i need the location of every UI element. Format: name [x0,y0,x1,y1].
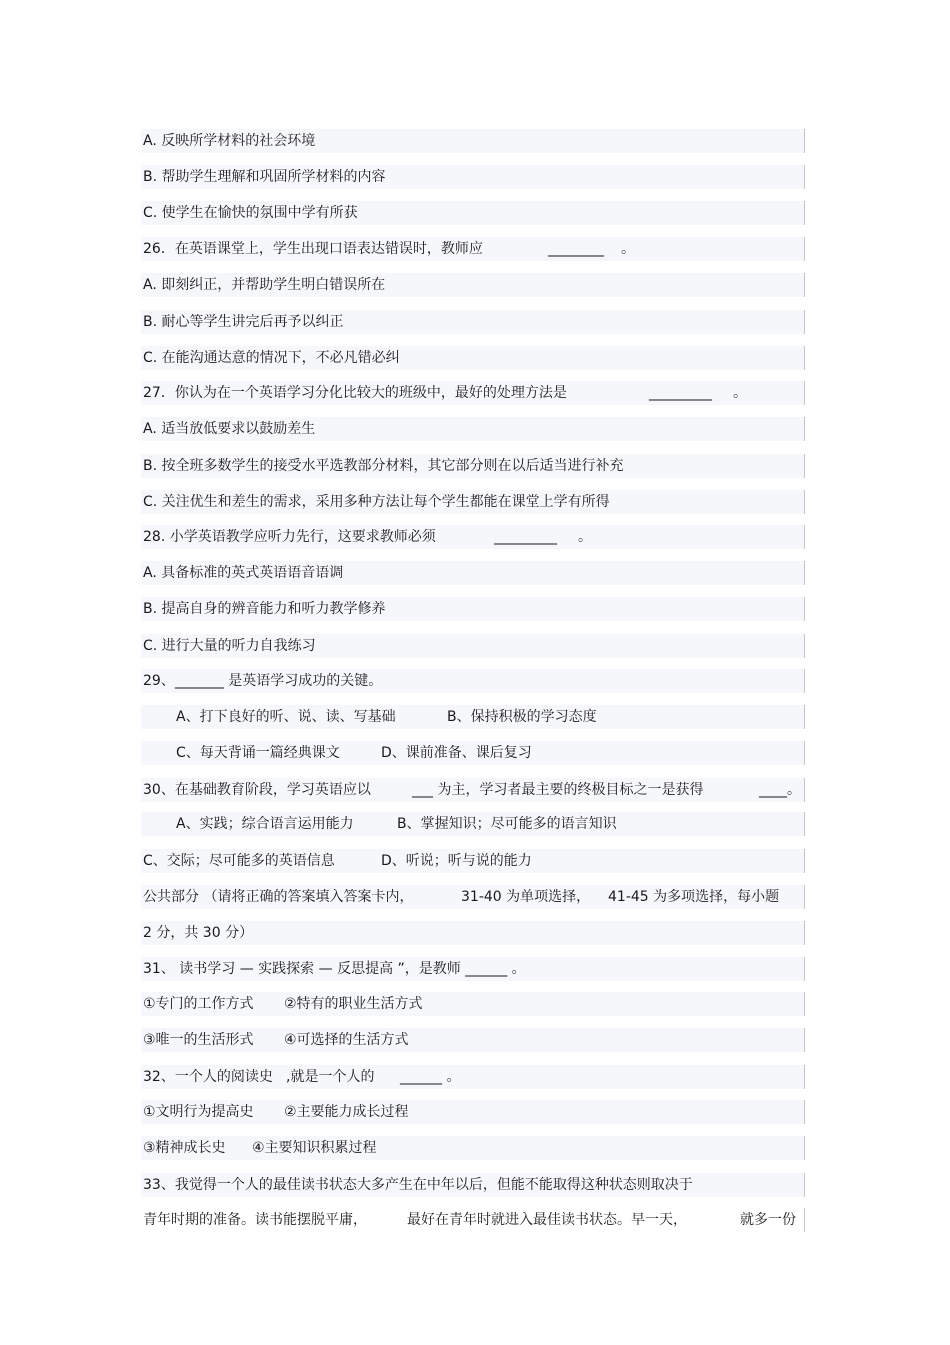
question-32 [141,1065,805,1089]
line-text: B. 提高自身的辨音能力和听力教学修养 [143,601,386,617]
paragraph-text-end: 就多一份 [740,1212,796,1228]
option-pair [141,992,805,1016]
line-text: B. 耐心等学生讲完后再予以纠正 [143,314,344,330]
option-2: ②特有的职业生活方式 [284,996,423,1012]
answer-blank: ____。 [759,782,801,798]
question-text: 26．在英语课堂上，学生出现口语表达错误时，教师应 [143,241,483,257]
section-scoring: 2 分，共 30 分） [143,925,254,941]
option-d: D、课前准备、课后复习 [381,745,532,761]
option-line [141,310,805,334]
question-26 [141,237,805,261]
section-range-multi: 41-45 为多项选择，每小题 [608,889,780,905]
section-range-single: 31-40 为单项选择， [461,889,591,905]
line-text: A. 反映所学材料的社会环境 [143,133,316,149]
line-text: B. 按全班多数学生的接受水平选教部分材料，其它部分则在以后适当进行补充 [143,458,624,474]
option-line [141,561,805,585]
option-a: A、打下良好的听、说、读、写基础 [176,709,396,725]
paragraph-text: 青年时期的准备。读书能摆脱平庸， [143,1212,367,1228]
option-c: C、每天背诵一篇经典课文 [176,745,340,761]
answer-blank: _________ [494,529,557,545]
line-text: C. 在能沟通达意的情况下，不必凡错必纠 [143,350,400,366]
paragraph-text-cont: 最好在青年时就进入最佳读书状态。早一天， [407,1212,687,1228]
option-pair [141,1100,805,1124]
question-end: 。 [621,241,635,257]
answer-blank: _________ [649,385,712,401]
option-2: ②主要能力成长过程 [284,1104,409,1120]
option-line [141,454,805,478]
question-text: 29、_______ 是英语学习成功的关键。 [143,673,383,689]
option-4: ④可选择的生活方式 [284,1032,409,1048]
option-3: ③精神成长史 [143,1140,226,1156]
question-text-cont: ___ 为主，学习者最主要的终极目标之一是获得 [412,782,704,798]
option-c: C、交际；尽可能多的英语信息 [143,853,335,869]
question-text: 28. 小学英语教学应听力先行，这要求教师必须 [143,529,436,545]
option-line [141,129,805,153]
option-pair [141,741,805,765]
question-28 [141,525,805,549]
option-line [141,273,805,297]
question-text: 27．你认为在一个英语学习分化比较大的班级中，最好的处理方法是 [143,385,567,401]
option-line [141,490,805,514]
line-text: B. 帮助学生理解和巩固所学材料的内容 [143,169,386,185]
option-pair [141,1136,805,1160]
answer-blank: ________ [548,241,604,257]
option-line [141,417,805,441]
option-1: ①专门的工作方式 [143,996,254,1012]
line-text: C. 使学生在愉快的氛围中学有所获 [143,205,358,221]
option-pair [141,705,805,729]
option-4: ④主要知识积累过程 [252,1140,377,1156]
option-b: B、掌握知识；尽可能多的语言知识 [397,816,617,832]
question-33 [141,1173,805,1197]
section-intro: 公共部分 （请将正确的答案填入答案卡内， [143,889,414,905]
question-text: 33、我觉得一个人的最佳读书状态大多产生在中年以后，但能不能取得这种状态则取决于 [143,1177,693,1193]
line-text: A. 适当放低要求以鼓励差生 [143,421,316,437]
question-31 [141,957,805,981]
question-29 [141,669,805,693]
option-b: B、保持积极的学习态度 [447,709,597,725]
option-line [141,165,805,189]
question-30 [141,778,805,802]
line-text: A. 具备标准的英式英语语音语调 [143,565,344,581]
option-d: D、听说；听与说的能力 [381,853,532,869]
line-text: A. 即刻纠正，并帮助学生明白错误所在 [143,277,386,293]
question-text: 30、在基础教育阶段，学习英语应以 [143,782,371,798]
question-text-cont: ,就是一个人的 [286,1069,375,1085]
option-pair [141,812,805,836]
option-pair [141,849,805,873]
question-end: 。 [578,529,592,545]
question-text: 32、一个人的阅读史 [143,1069,273,1085]
section-header-cont [141,921,805,945]
question-text: 31、 读书学习 — 实践探索 — 反思提高 ”，是教师 ______ 。 [143,961,526,977]
option-1: ①文明行为提高史 [143,1104,254,1120]
question-end: 。 [733,385,747,401]
line-text: C. 进行大量的听力自我练习 [143,638,316,654]
option-pair [141,1028,805,1052]
answer-blank: ______ 。 [400,1069,461,1085]
option-line [141,346,805,370]
option-a: A、实践；综合语言运用能力 [176,816,354,832]
line-text: C. 关注优生和差生的需求，采用多种方法让每个学生都能在课堂上学有所得 [143,494,610,510]
section-header [141,885,805,909]
question-27 [141,381,805,405]
option-line [141,597,805,621]
option-line [141,634,805,658]
option-3: ③唯一的生活形式 [143,1032,254,1048]
paragraph-line [141,1208,805,1232]
option-line [141,201,805,225]
